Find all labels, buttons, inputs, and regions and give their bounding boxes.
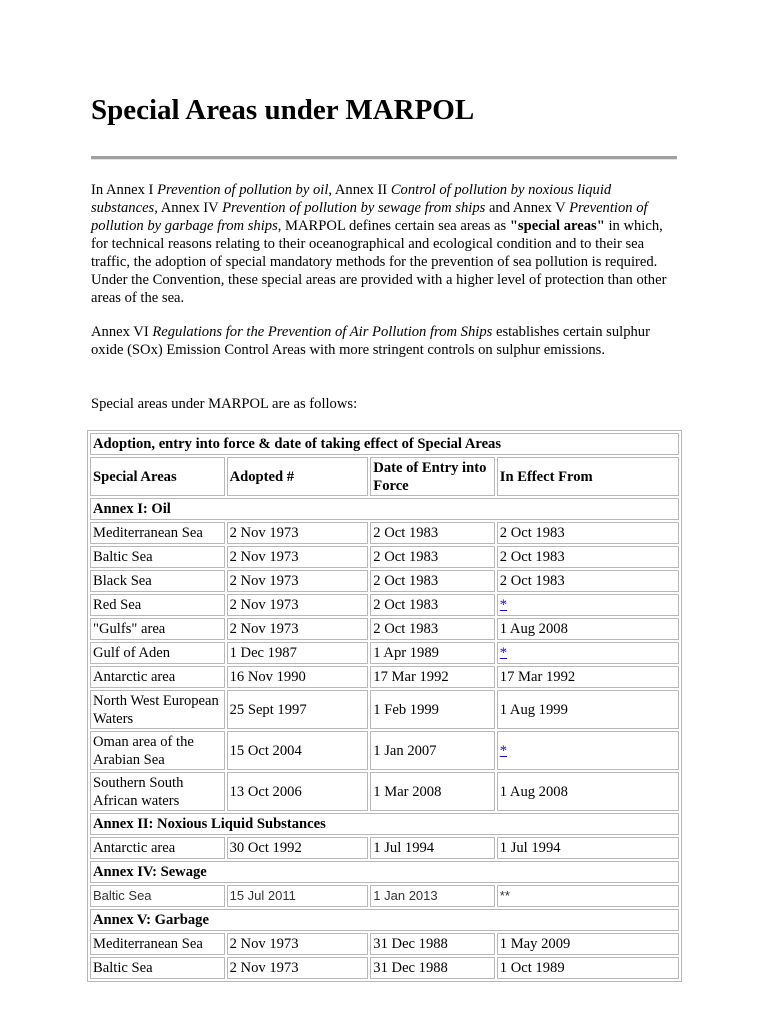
- table-cell: Red Sea: [90, 594, 225, 616]
- table-row: [90, 731, 679, 770]
- table-cell: 13 Oct 2006: [227, 772, 369, 811]
- column-header: In Effect From: [497, 457, 679, 496]
- table-cell: [497, 594, 679, 616]
- table-cell: 31 Dec 1988: [370, 957, 494, 979]
- table-cell: 1 Oct 1989: [497, 957, 679, 979]
- footnote-link[interactable]: *: [499, 597, 508, 613]
- table-cell: 1 Jul 1994: [370, 837, 494, 859]
- table-cell: 2 Oct 1983: [370, 618, 494, 640]
- column-header: Special Areas: [90, 457, 225, 496]
- table-cell: Gulf of Aden: [90, 642, 225, 664]
- section-row: [90, 909, 679, 931]
- section-title: Annex I: Oil: [90, 498, 679, 520]
- table-cell: 2 Nov 1973: [227, 522, 369, 544]
- table-row: [90, 690, 679, 729]
- section-row: [90, 498, 679, 520]
- section-title: Annex IV: Sewage: [90, 861, 679, 883]
- table-row: [90, 885, 679, 907]
- section-row: [90, 813, 679, 835]
- page-title: Special Areas under MARPOL: [91, 94, 475, 126]
- table-cell: 2 Oct 1983: [370, 546, 494, 568]
- table-cell: Mediterranean Sea: [90, 522, 225, 544]
- table-cell: 2 Nov 1973: [227, 957, 369, 979]
- table-row: [90, 772, 679, 811]
- table-cell: 15 Oct 2004: [227, 731, 369, 770]
- table-cell: 30 Oct 1992: [227, 837, 369, 859]
- table-cell: 2 Oct 1983: [370, 570, 494, 592]
- footnote-link[interactable]: *: [499, 645, 508, 661]
- table-cell: 1 May 2009: [497, 933, 679, 955]
- table-cell: 1 Aug 1999: [497, 690, 679, 729]
- table-cell: 17 Mar 1992: [370, 666, 494, 688]
- list-intro: Special areas under MARPOL are as follows:: [91, 396, 358, 412]
- table-row: [90, 618, 679, 640]
- special-areas-table: [87, 430, 682, 982]
- table-cell: 2 Oct 1983: [497, 570, 679, 592]
- table-cell: **: [497, 885, 679, 907]
- table-cell: Baltic Sea: [90, 546, 225, 568]
- table-row: [90, 546, 679, 568]
- table-cell: 1 Aug 2008: [497, 618, 679, 640]
- table-cell: 2 Oct 1983: [370, 594, 494, 616]
- table-cell: "Gulfs" area: [90, 618, 225, 640]
- table-row: [90, 957, 679, 979]
- table-cell: 1 Dec 1987: [227, 642, 369, 664]
- table-cell: Mediterranean Sea: [90, 933, 225, 955]
- horizontal-rule: [91, 156, 677, 160]
- footnote-link[interactable]: *: [499, 742, 508, 759]
- table-cell: 1 Aug 2008: [497, 772, 679, 811]
- table-cell: 2 Nov 1973: [227, 933, 369, 955]
- table-cell: 1 Jul 1994: [497, 837, 679, 859]
- table-row: [90, 522, 679, 544]
- table-cell: 2 Oct 1983: [370, 522, 494, 544]
- table-row: [90, 666, 679, 688]
- section-row: [90, 861, 679, 883]
- table-cell: 17 Mar 1992: [497, 666, 679, 688]
- table-title: Adoption, entry into force & date of taking effect of Special Areas: [90, 433, 679, 455]
- table-cell: [497, 731, 679, 770]
- table-cell: Antarctic area: [90, 837, 225, 859]
- table-row: [90, 933, 679, 955]
- table-cell: 2 Nov 1973: [227, 546, 369, 568]
- table-title-row: [90, 433, 679, 455]
- table-row: [90, 570, 679, 592]
- table-cell: 25 Sept 1997: [227, 690, 369, 729]
- column-header: Date of Entry into Force: [370, 457, 494, 496]
- table-row: [90, 594, 679, 616]
- table-row: [90, 642, 679, 664]
- section-title: Annex II: Noxious Liquid Substances: [90, 813, 679, 835]
- table-cell: Antarctic area: [90, 666, 225, 688]
- table-row: [90, 837, 679, 859]
- table-cell: North West European Waters: [90, 690, 225, 729]
- table-cell: [497, 642, 679, 664]
- table-cell: 1 Apr 1989: [370, 642, 494, 664]
- table-cell: 15 Jul 2011: [227, 885, 369, 907]
- table-cell: 2 Nov 1973: [227, 618, 369, 640]
- table-cell: 1 Jan 2007: [370, 731, 494, 770]
- table-cell: 1 Feb 1999: [370, 690, 494, 729]
- table-header-row: [90, 457, 679, 496]
- table-cell: Baltic Sea: [90, 885, 225, 907]
- table-cell: 2 Oct 1983: [497, 546, 679, 568]
- table-cell: 2 Oct 1983: [497, 522, 679, 544]
- table-cell: 1 Mar 2008: [370, 772, 494, 811]
- column-header: Adopted #: [227, 457, 369, 496]
- section-title: Annex V: Garbage: [90, 909, 679, 931]
- table-cell: Black Sea: [90, 570, 225, 592]
- table-cell: Oman area of the Arabian Sea: [90, 731, 225, 770]
- table-cell: 1 Jan 2013: [370, 885, 494, 907]
- intro-paragraph: In Annex I Prevention of pollution by oil, Annex II Control of pollution by noxious liquid substances, Annex IV Prevention of pollution by sewage from ships and Annex V Prevention of pollution by garbage from ships, MARPOL defines certain sea areas as "special areas" in which, for technical reasons relating to their oceanographical and ecological condition and to their sea traffic, the adoption of special mandatory methods for the prevention of sea pollution is required. Under the Convention, these special areas are provided with a higher level of protection than other areas of the sea.: [91, 182, 667, 306]
- table-cell: 2 Nov 1973: [227, 594, 369, 616]
- table-cell: 16 Nov 1990: [227, 666, 369, 688]
- annex-vi-paragraph: Annex VI Regulations for the Prevention of Air Pollution from Ships establishes certain sulphur oxide (SOx) Emission Control Areas with more stringent controls on sulphur emissions.: [91, 324, 650, 358]
- table-cell: Southern South African waters: [90, 772, 225, 811]
- table-cell: Baltic Sea: [90, 957, 225, 979]
- table-cell: 31 Dec 1988: [370, 933, 494, 955]
- table-cell: 2 Nov 1973: [227, 570, 369, 592]
